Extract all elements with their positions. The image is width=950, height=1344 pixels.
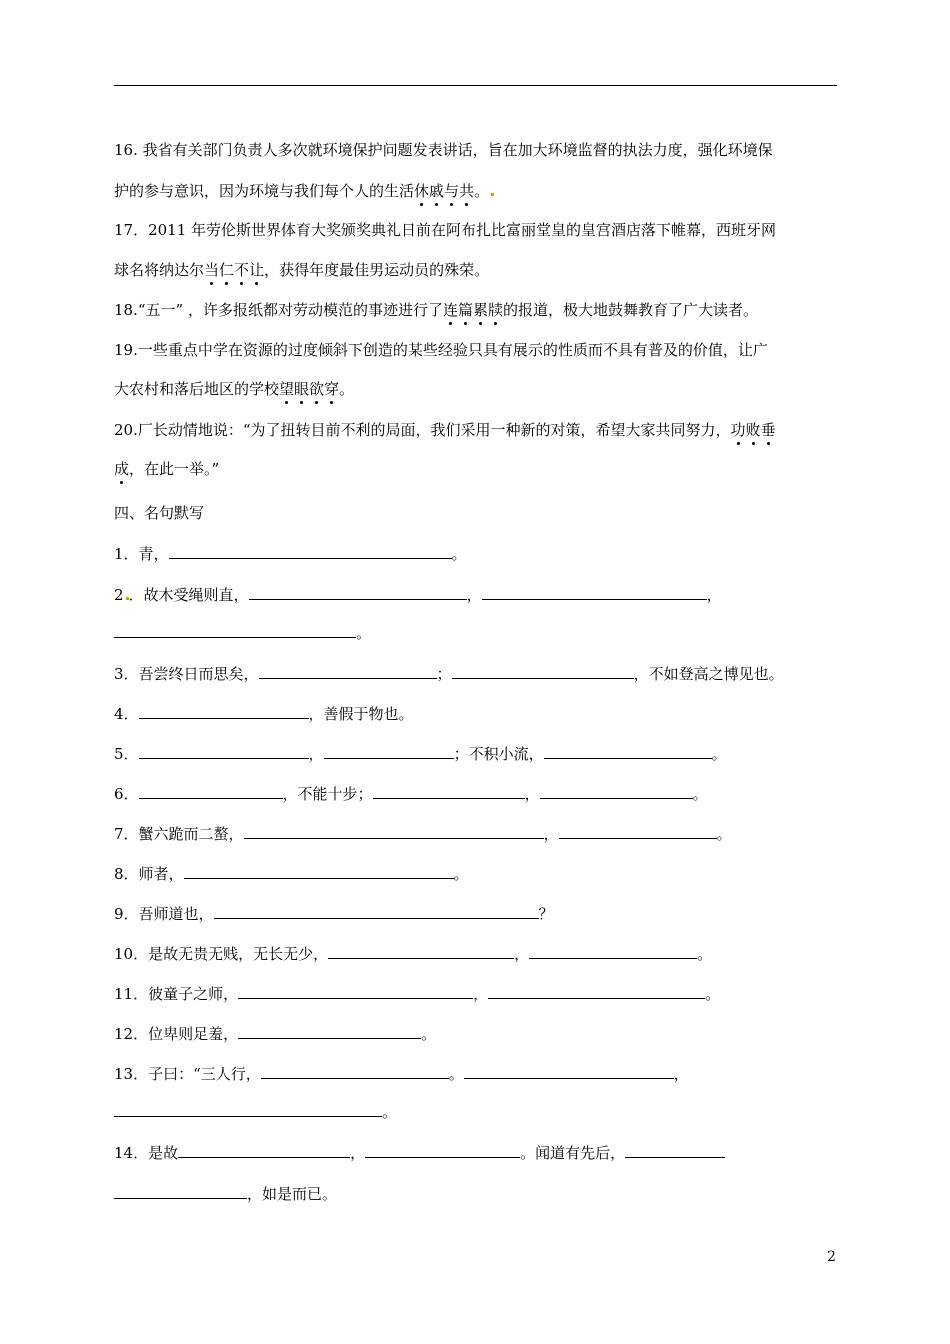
answer-blank[interactable]: [373, 784, 525, 799]
emphasis-char: 望: [279, 380, 295, 398]
fill-item-2: 2 ．故木受绳则直， ， ，: [114, 586, 722, 604]
fill-item-13-cont: 。: [114, 1102, 397, 1122]
answer-blank[interactable]: [139, 704, 309, 719]
scan-mark: [491, 193, 494, 196]
emphasis-char: 连: [442, 301, 458, 319]
emphasis-char: 功: [730, 421, 746, 439]
fill-item-11: 11．彼童子之师， ， 。: [114, 985, 721, 1003]
answer-blank[interactable]: [488, 984, 705, 999]
answer-blank[interactable]: [114, 1102, 382, 1117]
emphasis-char: 穿: [324, 380, 340, 398]
q19-line2: 大农村和落后地区的学校望眼欲穿。: [114, 380, 355, 398]
answer-blank[interactable]: [114, 1184, 247, 1199]
answer-blank[interactable]: [244, 824, 544, 839]
emphasis-char: 与: [444, 182, 460, 200]
emphasis-char: 让: [249, 261, 265, 279]
fill-item-10: 10．是故无贵无贱，无长无少， ， 。: [114, 945, 713, 963]
answer-blank[interactable]: [540, 784, 693, 799]
q16-line2: 护的参与意识，因为环境与我们每个人的生活休戚与共。: [114, 181, 494, 201]
answer-blank[interactable]: [178, 1143, 350, 1158]
answer-blank[interactable]: [365, 1143, 520, 1158]
fill-item-14-cont: ，如是而已。: [114, 1184, 337, 1204]
answer-blank[interactable]: [184, 864, 454, 879]
q20-line2: 成，在此一举。”: [114, 460, 220, 478]
fill-item-4: 4． ，善假于物也。: [114, 705, 414, 723]
answer-blank[interactable]: [139, 784, 283, 799]
fill-item-7: 7．蟹六跪而二螯， ， 。: [114, 825, 732, 843]
emphasis-char: 戚: [429, 182, 445, 200]
answer-blank[interactable]: [482, 585, 707, 600]
answer-blank[interactable]: [261, 1064, 449, 1079]
answer-blank[interactable]: [625, 1143, 725, 1158]
emphasis-char: 垂: [760, 421, 776, 439]
answer-blank[interactable]: [464, 1064, 674, 1079]
emphasis-char: 仁: [219, 261, 235, 279]
answer-blank[interactable]: [559, 824, 717, 839]
fill-item-8: 8．师者， 。: [114, 865, 469, 883]
answer-blank[interactable]: [259, 664, 437, 679]
emphasis-char: 眼: [294, 380, 310, 398]
section-title: 四、名句默写: [114, 504, 205, 522]
emphasis-char: 不: [234, 261, 250, 279]
q17-line2: 球名将纳达尔当仁不让，获得年度最佳男运动员的殊荣。: [114, 261, 490, 279]
fill-item-2-cont: 。: [114, 623, 371, 643]
fill-item-13: 13．子曰：“三人行， 。 ，: [114, 1065, 689, 1083]
answer-blank[interactable]: [328, 944, 514, 959]
answer-blank[interactable]: [324, 744, 454, 759]
fill-item-1: 1．青， 。: [114, 545, 467, 563]
q17-line1: 17．2011 年劳伦斯世界体育大奖颁奖典礼日前在阿布扎比富丽堂皇的皇宫酒店落下帷幕，西班牙网: [114, 221, 777, 239]
header-rule: [114, 85, 837, 86]
answer-blank[interactable]: [214, 904, 539, 919]
emphasis-char: 共: [459, 182, 475, 200]
emphasis-char: 欲: [309, 380, 325, 398]
answer-blank[interactable]: [238, 1024, 421, 1039]
emphasis-char: 篇: [457, 301, 473, 319]
answer-blank[interactable]: [529, 944, 697, 959]
fill-item-12: 12．位卑则足羞， 。: [114, 1025, 437, 1043]
fill-item-5: 5． ， ；不积小流， 。: [114, 745, 727, 763]
fill-item-9: 9．吾师道也， ？: [114, 905, 554, 923]
answer-blank[interactable]: [452, 664, 634, 679]
answer-blank[interactable]: [169, 544, 452, 559]
fill-item-3: 3．吾尝终日而思矣， ； ，不如登高之博见也。: [114, 665, 784, 683]
page-number: 2: [827, 1249, 836, 1265]
emphasis-char: 牍: [488, 301, 504, 319]
emphasis-char: 成: [114, 460, 130, 478]
fill-item-6: 6． ，不能十步； ， 。: [114, 785, 708, 803]
emphasis-char: 累: [473, 301, 489, 319]
emphasis-char: 休: [414, 182, 430, 200]
emphasis-char: 当: [204, 261, 220, 279]
answer-blank[interactable]: [544, 744, 712, 759]
fill-item-14: 14．是故 ， 。闻道有先后，: [114, 1143, 725, 1163]
q18-line: 18.“五一” ，许多报纸都对劳动模范的事迹进行了连篇累牍的报道，极大地鼓舞教育了广大读者。: [114, 301, 759, 319]
q16-line1: 16. 我省有关部门负责人多次就环境保护问题发表讲话，旨在加大环境监督的执法力度，强化环境保: [114, 141, 773, 159]
emphasis-char: 败: [745, 421, 761, 439]
answer-blank[interactable]: [238, 984, 473, 999]
q20-line1: 20.厂长动情地说：“为了扭转目前不利的局面，我们采用一种新的对策，希望大家共同努力，功败垂: [114, 421, 776, 439]
answer-blank[interactable]: [114, 623, 356, 638]
answer-blank[interactable]: [139, 744, 309, 759]
answer-blank[interactable]: [249, 585, 467, 600]
q19-line1: 19.一些重点中学在资源的过度倾斜下创造的某些经验只具有展示的性质而不具有普及的价值，让广: [114, 341, 768, 359]
